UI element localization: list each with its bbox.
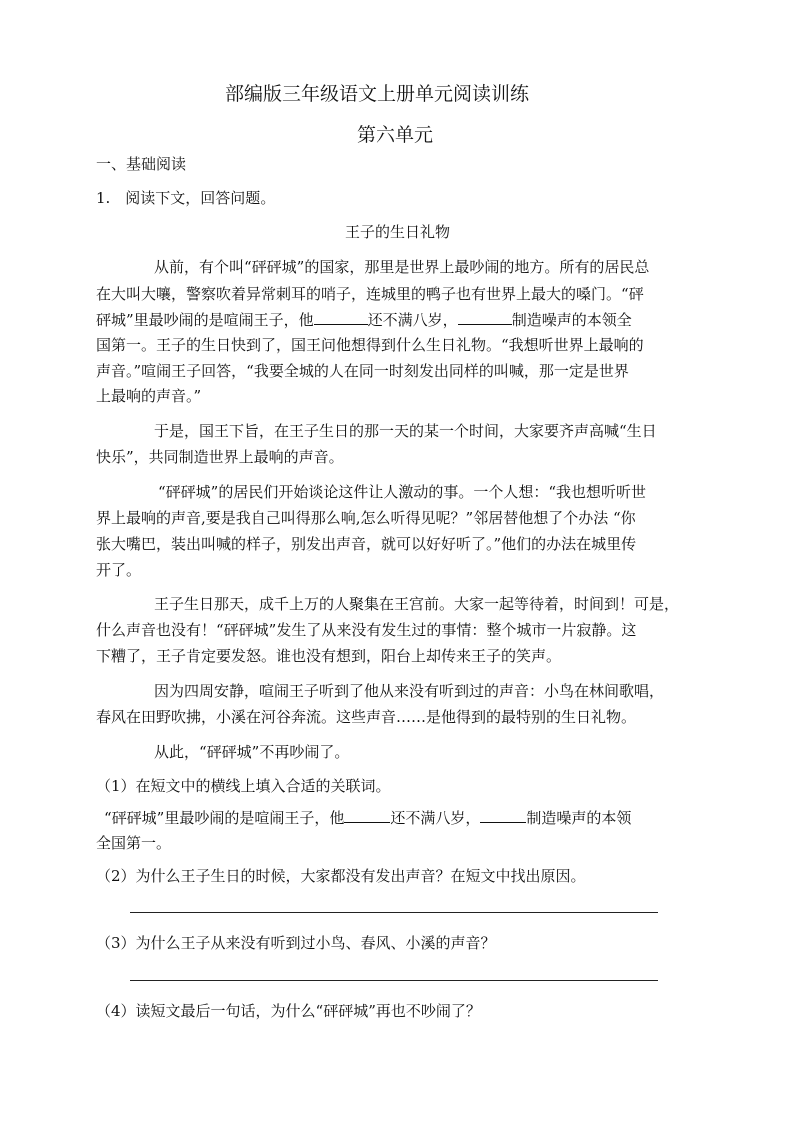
story-line: 下糟了，王子肯定要发怒。谁也没有想到，阳台上却传来王子的笑声。 [96,647,562,665]
question-text: “砰砰城”里最吵闹的是喧闹王子，他 [104,809,345,827]
answer-line[interactable] [130,980,658,981]
story-title: 王子的生日礼物 [345,223,451,241]
story-line: “砰砰城”的居民们开始谈论这件让人激动的事。一个人想：“我也想听听世 [158,483,647,501]
story-line: 在大叫大嚷，警察吹着异常刺耳的哨子，连城里的鸭子也有世界上最大的嗓门。“砰 [96,285,644,303]
unit-heading: 第六单元 [357,124,434,146]
story-text: 砰城”里最吵闹的是喧闹王子，他 [96,311,314,329]
story-line: 开了。 [96,561,142,579]
sub-question-1-sentence-end: 全国第一。 [96,834,172,852]
story-line: 上最响的声音。” [96,387,202,405]
story-line: 什么声音也没有！“砰砰城”发生了从来没有发生过的事情：整个城市一片寂静。这 [96,621,637,639]
story-text: 还不满八岁， [367,311,458,329]
question-text: 制造噪声的本领 [526,809,632,827]
sub-question-3: （3）为什么王子从来没有听到过小鸟、春风、小溪的声音？ [96,934,496,952]
story-line: 声音。”喧闹王子回答，“我要全城的人在同一时刻发出同样的叫喊，那一定是世界 [96,362,629,380]
question-1-instruction: 1. 阅读下文，回答问题。 [96,189,276,207]
story-line: 从前，有个叫“砰砰城”的国家，那里是世界上最吵闹的地方。所有的居民总 [154,258,650,276]
sub-question-1-sentence [104,808,631,828]
story-line: 快乐”，共同制造世界上最响的声音。 [96,448,344,466]
fill-in-blank[interactable] [458,310,512,325]
sub-question-2: （2）为什么王子生日的时候，大家都没有发出声音？在短文中找出原因。 [96,867,586,885]
story-line: 春风在田野吹拂，小溪在河谷奔流。这些声音……是他得到的最特别的生日礼物。 [96,708,637,726]
story-line: 于是，国王下旨，在王子生日的那一天的某一个时间，大家要齐声高喊“生日 [154,422,657,440]
story-line: 因为四周安静，喧闹王子听到了他从来没有听到过的声音：小鸟在林间歌唱， [154,682,665,700]
sub-question-1: （1）在短文中的横线上填入合适的关联词。 [96,777,391,795]
fill-in-blank[interactable] [480,808,526,823]
story-line: 界上最响的声音,要是我自己叫得那么响,怎么听得见呢？”邻居替他想了个办法 “你 [96,509,636,527]
story-line: 张大嘴巴，装出叫喊的样子，别发出声音，就可以好好听了。”他们的办法在城里传 [96,535,637,553]
story-text: 制造噪声的本领全 [511,311,632,329]
section-heading: 一、基础阅读 [96,155,187,173]
question-text: 还不满八岁， [390,809,481,827]
sub-question-4: （4）读短文最后一句话，为什么“砰砰城”再也不吵闹了？ [96,1002,481,1020]
document-title: 部编版三年级语文上册单元阅读训练 [225,83,530,105]
fill-in-blank[interactable] [314,310,368,325]
story-line: 王子生日那天，成千上万的人聚集在王宫前。大家一起等待着，时间到！可是， [154,595,680,613]
story-line-with-blanks [96,310,632,330]
answer-line[interactable] [130,912,658,913]
story-line: 从此，“砰砰城”不再吵闹了。 [154,743,350,761]
story-line: 国第一。王子的生日快到了，国王问他想得到什么生日礼物。“我想听世界上最响的 [96,336,644,354]
fill-in-blank[interactable] [344,808,390,823]
